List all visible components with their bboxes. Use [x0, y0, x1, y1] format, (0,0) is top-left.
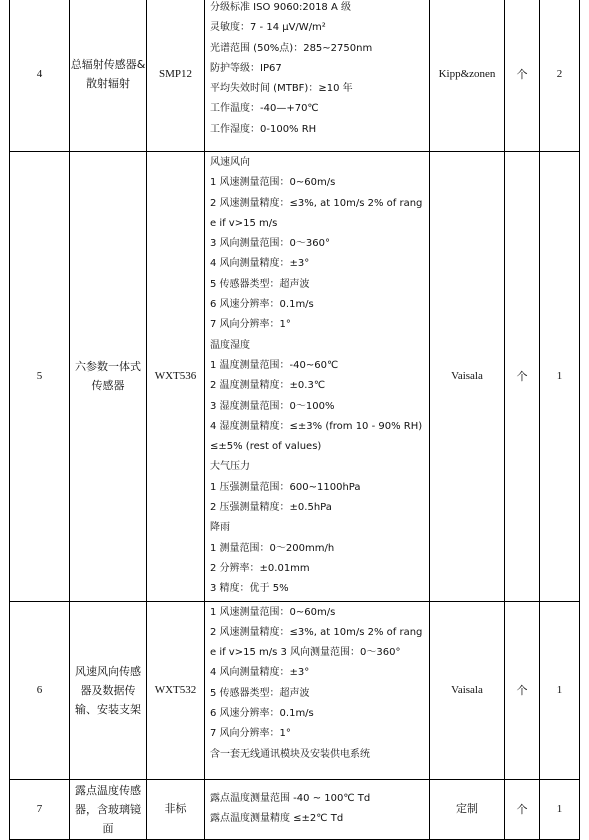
- manufacturer: Vaisala: [430, 152, 505, 602]
- spec-line: 2 温度测量精度：±0.3℃: [210, 380, 326, 392]
- table-row: [10, 601, 580, 779]
- manufacturer: 定制: [430, 779, 505, 839]
- spec-line: 2 风速测量精度：≤3%, at 10m/s 2% of range if v>15 m/s: [210, 197, 423, 229]
- spec-line: 风速风向: [210, 157, 250, 168]
- spec-line: 7 风向分辨率：1°: [210, 319, 291, 331]
- quantity: 2: [540, 0, 580, 152]
- spec-line: 工作湿度：0-100% RH: [210, 123, 317, 135]
- spec-line: 2 分辨率：±0.01mm: [210, 562, 310, 574]
- spec-line: 5 传感器类型：超声波: [210, 278, 310, 290]
- table-row: [10, 779, 580, 839]
- sensor-name: 风速风向传感器及数据传输、安装支架: [70, 601, 147, 779]
- table-row: [10, 152, 580, 602]
- spec-line: 7 风向分辨率：1°: [210, 728, 291, 740]
- spec-line: 6 风速分辨率：0.1m/s: [210, 299, 314, 311]
- spec-line: 5 传感器类型：超声波: [210, 687, 310, 699]
- row-number: 5: [10, 152, 70, 602]
- spec-line: 3 湿度测量范围：0～100%: [210, 400, 335, 412]
- spec-line: 含一套无线通讯模块及安装供电系统: [210, 748, 370, 760]
- spec-line: 温度湿度: [210, 339, 250, 351]
- quantity: 1: [540, 152, 580, 602]
- sensor-model: WXT536: [147, 152, 205, 602]
- spec-line: 2 风速测量精度：≤3%, at 10m/s 2% of range if v>15 m/s 3 风向测量范围：0～360°: [210, 626, 423, 659]
- spec-line: 4 湿度测量精度：≤±3% (from 10 - 90% RH)≤±5% (rest of values): [210, 420, 423, 453]
- quantity: 1: [540, 601, 580, 779]
- row-number: 4: [10, 0, 70, 152]
- unit: 个: [505, 0, 540, 152]
- manufacturer: Vaisala: [430, 601, 505, 779]
- sensor-model: SMP12: [147, 0, 205, 152]
- spec-line: 分级标准 ISO 9060:2018 A 级: [210, 2, 351, 13]
- spec-cell: [205, 779, 430, 839]
- row-number: 7: [10, 779, 70, 839]
- spec-cell: [205, 0, 430, 152]
- sensor-name: 总辐射传感器&散射辐射: [70, 0, 147, 152]
- spec-line: 3 风向测量范围：0～360°: [210, 238, 330, 250]
- spec-line: 3 精度：优于 5%: [210, 583, 289, 595]
- spec-line: 平均失效时间 (MTBF)：≥10 年: [210, 83, 353, 95]
- table-row: [10, 0, 580, 152]
- spec-line: 露点温度测量范围 -40 ~ 100℃ Td: [210, 793, 371, 805]
- spec-line: 灵敏度：7 - 14 μV/W/m²: [210, 22, 326, 34]
- spec-line: 1 风速测量范围：0~60m/s: [210, 606, 336, 618]
- spec-cell: [205, 601, 430, 779]
- equipment-spec-table: [9, 0, 580, 840]
- row-number: 6: [10, 601, 70, 779]
- spec-line: 1 压强测量范围：600~1100hPa: [210, 481, 361, 493]
- spec-line: 工作温度：-40—+70℃: [210, 103, 319, 115]
- spec-line: 1 测量范围：0～200mm/h: [210, 542, 335, 554]
- spec-line: 大气压力: [210, 461, 250, 473]
- sensor-name: 露点温度传感器，含玻璃镜面: [70, 779, 147, 839]
- manufacturer: Kipp&zonen: [430, 0, 505, 152]
- spec-line: 降雨: [210, 522, 230, 534]
- spec-line: 露点温度测量精度 ≤±2℃ Td: [210, 813, 344, 825]
- unit: 个: [505, 779, 540, 839]
- spec-line: 光谱范围 (50%点)：285~2750nm: [210, 42, 373, 54]
- sensor-model: WXT532: [147, 601, 205, 779]
- spec-line: 1 风速测量范围：0~60m/s: [210, 177, 336, 189]
- spec-cell: [205, 152, 430, 602]
- sensor-name: 六参数一体式传感器: [70, 152, 147, 602]
- spec-line: 防护等级：IP67: [210, 62, 282, 74]
- spec-line: 1 温度测量范围：-40~60℃: [210, 359, 339, 371]
- unit: 个: [505, 152, 540, 602]
- spec-line: 2 压强测量精度：±0.5hPa: [210, 502, 332, 514]
- unit: 个: [505, 601, 540, 779]
- sensor-model: 非标: [147, 779, 205, 839]
- spec-line: 4 风向测量精度：±3°: [210, 667, 310, 679]
- spec-line: 4 风向测量精度：±3°: [210, 258, 310, 270]
- spec-line: 6 风速分辨率：0.1m/s: [210, 708, 314, 720]
- quantity: 1: [540, 779, 580, 839]
